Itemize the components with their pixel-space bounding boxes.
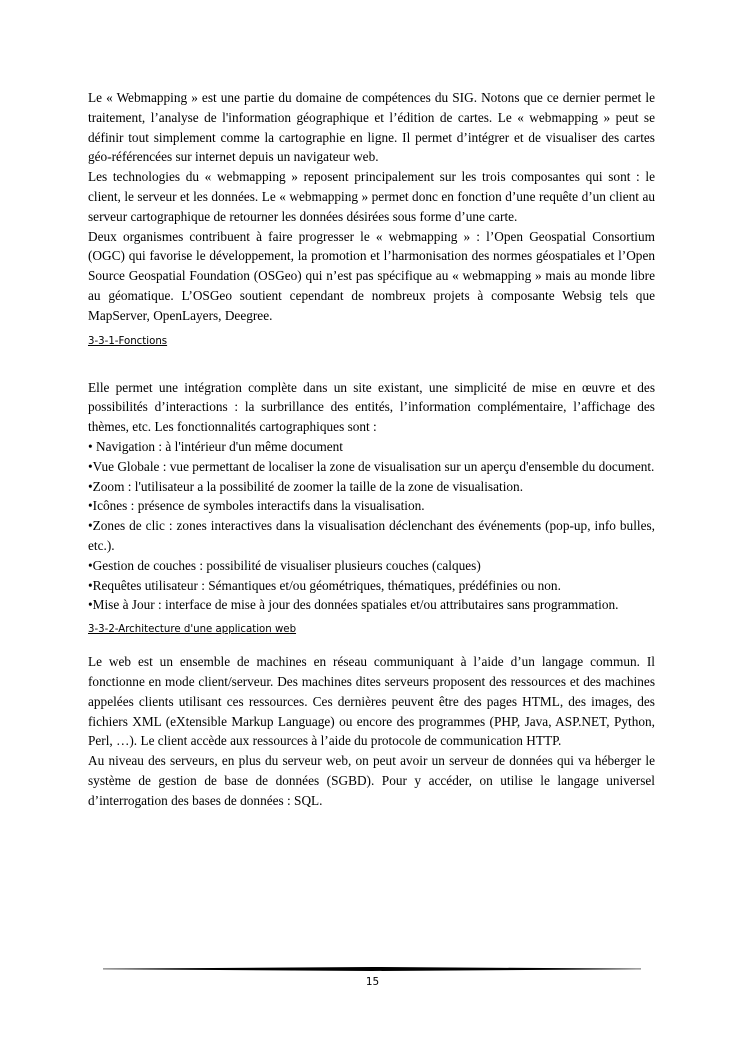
document-page — [88, 88, 655, 811]
bullet-item-gestion-de-couches: •Gestion de couches : possibilité de visualiser plusieurs couches (calques) — [88, 557, 481, 573]
section-heading-fonctions: 3-3-1-Fonctions — [88, 335, 168, 347]
section-heading-architecture: 3-3-2-Architecture d'une application web — [88, 624, 297, 636]
bullet-item-zoom: •Zoom : l'utilisateur a la possibilité de zoomer la taille de la zone de visualisation. — [88, 478, 524, 494]
bullet-item-requetes-utilisateur: •Requêtes utilisateur : Sémantiques et/ou géométriques, thématiques, prédéfinies ou non. — [88, 577, 561, 593]
bullet-item-vue-globale: •Vue Globale : vue permettant de localiser la zone de visualisation sur un aperçu d'ensemble du document. — [88, 458, 655, 474]
fonctions-bullet-list — [88, 437, 655, 615]
intro-paragraph-2: Les technologies du « webmapping » reposent principalement sur les trois composantes qui sont : le client, le serveur et les données. Le « webmapping » permet donc en fonction d’une requête d’un client au serveur cartographique de retourner les données désirées sous forme d’une carte. — [88, 169, 655, 224]
page-number: 15 — [365, 976, 380, 988]
architecture-paragraph-2: Au niveau des serveurs, en plus du serveur web, on peut avoir un serveur de données qui va héberger le système de gestion de base de données (SGBD). Pour y accéder, on utilise le langage universel d’interrogation des bases de données : SQL. — [88, 753, 655, 808]
footer-divider — [103, 967, 641, 971]
bullet-item-navigation: • Navigation : à l'intérieur d'un même document — [88, 438, 343, 454]
bullet-item-mise-a-jour: •Mise à Jour : interface de mise à jour des données spatiales et/ou attributaires sans programmation. — [88, 597, 619, 613]
intro-paragraph-1: Le « Webmapping » est une partie du domaine de compétences du SIG. Notons que ce dernier permet le traitement, l’analyse de l'information géographique et l’édition de cartes. Le « webmapping » peut se définir tout simplement comme la cartographie en ligne. Il permet d’intégrer et de visualiser des cartes géo-référencées sur internet depuis un navigateur web. — [88, 90, 655, 165]
architecture-paragraph-1: Le web est un ensemble de machines en réseau communiquant à l’aide d’un langage commun. Il fonctionne en mode client/serveur. Des machines dites serveurs proposent des ressources et des machines appelées clients utilisant ces ressources. Ces dernières peuvent être des pages HTML, des images, des fichiers XML (eXtensible Markup Language) ou encore des programmes (PHP, Java, ASP.NET, Python, Perl, …). Le client accède aux ressources à l’aide du protocole de communication HTTP. — [88, 654, 655, 749]
bullet-item-zones-de-clic: •Zones de clic : zones interactives dans la visualisation déclenchant des événements (pop-up, info bulles, etc.). — [88, 518, 655, 553]
intro-paragraph-3: Deux organismes contribuent à faire progresser le « webmapping » : l’Open Geospatial Consortium (OGC) qui favorise le développement, la promotion et l’harmonisation des normes géospatiales et l’Open Source Geospatial Foundation (OSGeo) qui n’est pas spécifique au « webmapping » mais au monde libre au géomatique. L’OSGeo soutient cependant de nombreux projets à composante Websig tels que MapServer, OpenLayers, Deegree. — [88, 228, 655, 323]
fonctions-intro-paragraph: Elle permet une intégration complète dans un site existant, une simplicité de mise en œuvre et des possibilités d’interactions : la surbrillance des entités, l’information complémentaire, l’affichage des thèmes, etc. Les fonctionnalités cartographiques sont : — [88, 379, 655, 435]
bullet-item-icones: •Icônes : présence de symboles interactifs dans la visualisation. — [88, 498, 425, 514]
